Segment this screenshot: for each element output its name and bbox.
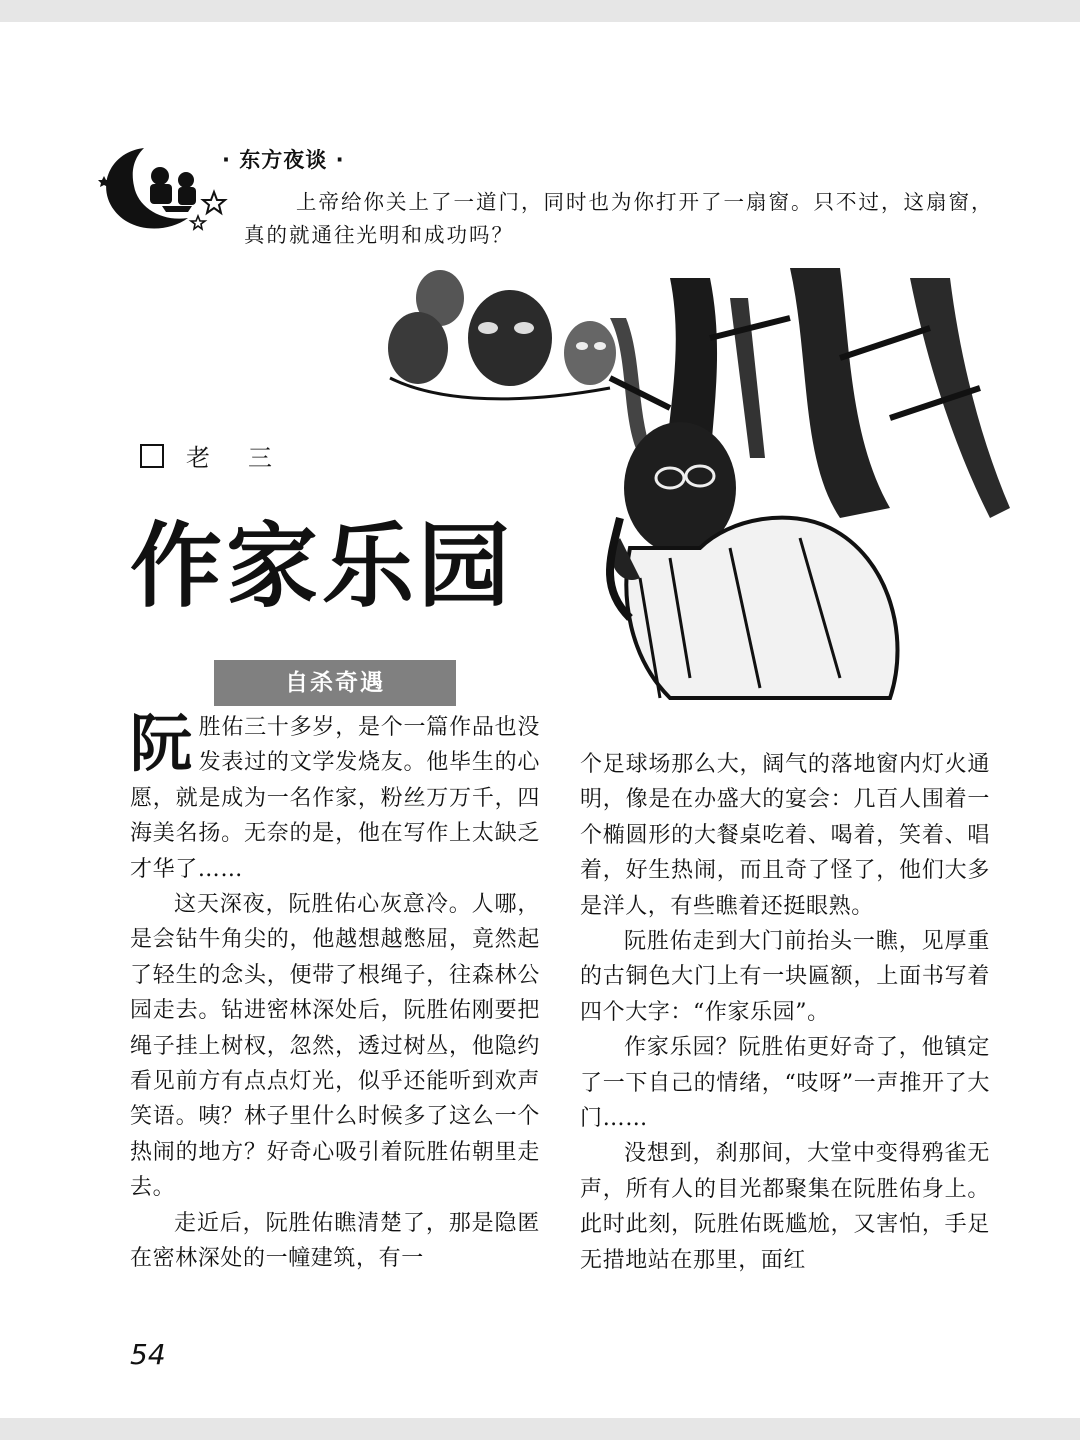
author-marker: [140, 444, 164, 468]
paragraph: 阮胜佑走到大门前抬头一瞧，见厚重的古铜色大门上有一块匾额，上面书写着四个大字：“作家乐园”。: [580, 929, 990, 1025]
column-intro: 上帝给你关上了一道门，同时也为你打开了一扇窗。只不过，这扇窗，真的就通往光明和成功吗？: [244, 190, 994, 247]
paragraph: 个足球场那么大，阔气的落地窗内灯火通明，像是在办盛大的宴会：几百人围着一个椭圆形的大餐桌吃着、喝着，笑着、唱着，好生热闹，而且奇了怪了，他们大多是洋人，有些瞧着还挺眼熟。: [580, 752, 990, 919]
drop-cap: 阮: [130, 707, 193, 780]
page-number: 54: [130, 1338, 166, 1371]
magazine-page: [0, 22, 1080, 1418]
text-column-right: [580, 747, 990, 1278]
paragraph: 这天深夜，阮胜佑心灰意冷。人哪，是会钻牛角尖的，他越想越憋屈，竟然起了轻生的念头，便带了根绳子，往森林公园走去。钻进密林深处后，阮胜佑刚要把绳子挂上树杈，忽然，透过树丛，他隐约看见前方有点点灯光，似乎还能听到欢声笑语。咦？林子里什么时候多了这么一个热闹的地方？好奇心吸引着阮胜佑朝里走去。: [130, 892, 540, 1201]
article-title: 作家乐园: [130, 513, 515, 620]
star-icon: [203, 192, 225, 213]
paragraph: 作家乐园？阮胜佑更好奇了，他镇定了一下自己的情绪，“吱呀”一声推开了大门……: [580, 1035, 990, 1132]
paragraph: 没想到，刹那间，大堂中变得鸦雀无声，所有人的目光都聚集在阮胜佑身上。此时此刻，阮胜佑既尴尬，又害怕，手足无措地站在那里，面红: [580, 1141, 990, 1273]
paragraph: 走近后，阮胜佑瞧清楚了，那是隐匿在密林深处的一幢建筑，有一: [130, 1210, 540, 1272]
author-name: 老三: [186, 444, 310, 472]
moon-with-figures-icon: [92, 140, 232, 236]
text-column-left: [130, 707, 540, 1277]
column-name: · 东方夜谈 ·: [222, 148, 345, 172]
paragraph: 胜佑三十多岁，是个一篇作品也没发表过的文学发烧友。他毕生的心愿，就是成为一名作家，粉丝万万千，四海美名扬。无奈的是，他在写作上太缺乏才华了……: [130, 715, 540, 882]
section-heading: 自杀奇遇: [214, 660, 456, 706]
article-illustration: [370, 258, 1020, 718]
